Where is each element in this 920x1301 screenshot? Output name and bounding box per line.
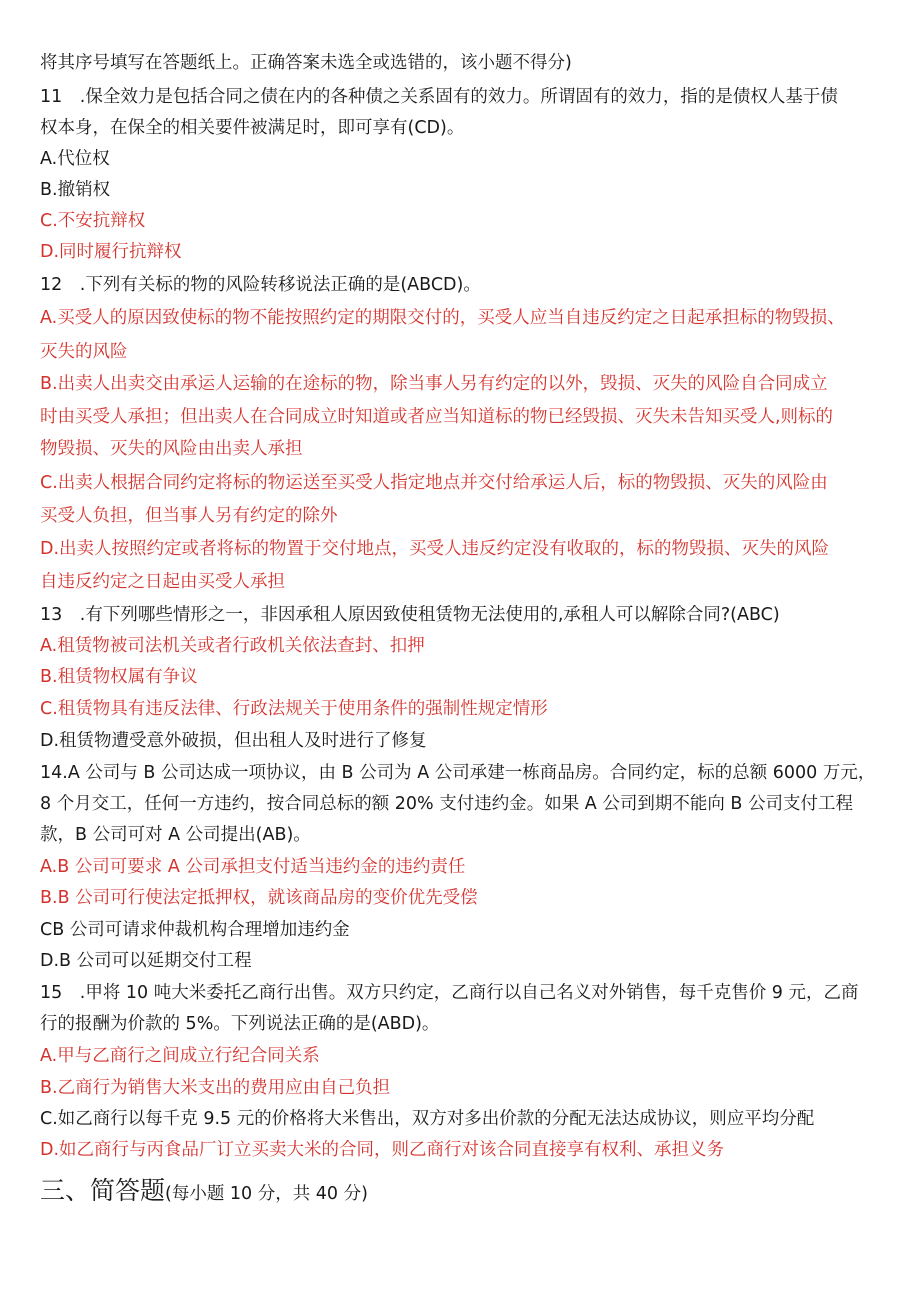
question-12-option-b-cont2: 物毁损、灭失的风险由出卖人承担 xyxy=(40,439,303,459)
question-15-stem: 15 .甲将 10 吨大米委托乙商行出售。双方只约定，乙商行以自己名义对外销售，每千克售价 9 元，乙商 xyxy=(40,983,859,1003)
question-14-stem: 14.A 公司与 B 公司达成一项协议，由 B 公司为 A 公司承建一栋商品房。合同约定，标的总额 6000 万元， xyxy=(40,763,876,783)
question-14-option-c: CB 公司可请求仲裁机构合理增加违约金 xyxy=(40,920,350,940)
question-12-option-b-cont: 时由买受人承担；但出卖人在合同成立时知道或者应当知道标的物已经毁损、灭失未告知买受人,则标的 xyxy=(40,407,834,427)
question-14-stem-cont2: 款，B 公司可对 A 公司提出(AB)。 xyxy=(40,825,311,845)
question-11-stem-cont: 权本身，在保全的相关要件被满足时，即可享有(CD)。 xyxy=(40,118,465,138)
question-12-option-a-cont: 灭失的风险 xyxy=(40,342,128,362)
question-13-option-d: D.租赁物遭受意外破损，但出租人及时进行了修复 xyxy=(40,731,427,751)
question-15-stem-cont: 行的报酬为价款的 5%。下列说法正确的是(ABD)。 xyxy=(40,1014,440,1034)
question-12-option-d: D.出卖人按照约定或者将标的物置于交付地点，买受人违反约定没有收取的，标的物毁损、灭失的风险 xyxy=(40,539,830,559)
question-12-option-b: B.出卖人出卖交由承运人运输的在途标的物，除当事人另有约定的以外，毁损、灭失的风险自合同成立 xyxy=(40,374,828,394)
section-heading xyxy=(40,1176,368,1206)
question-13-stem: 13 .有下列哪些情形之一，非因承租人原因致使租赁物无法使用的,承租人可以解除合同?(ABC) xyxy=(40,605,780,625)
section-title: 三、简答题 xyxy=(40,1176,166,1205)
question-12-option-c: C.出卖人根据合同约定将标的物运送至买受人指定地点并交付给承运人后，标的物毁损、灭失的风险由 xyxy=(40,473,828,493)
question-11-option-b: B.撤销权 xyxy=(40,180,111,200)
question-12-option-a: A.买受人的原因致使标的物不能按照约定的期限交付的，买受人应当自违反约定之日起承担标的物毁损、 xyxy=(40,308,845,328)
question-15-option-a: A.甲与乙商行之间成立行纪合同关系 xyxy=(40,1046,320,1066)
question-12-stem: 12 .下列有关标的物的风险转移说法正确的是(ABCD)。 xyxy=(40,275,481,295)
question-11-stem: 11 .保全效力是包括合同之债在内的各种债之关系固有的效力。所谓固有的效力，指的是债权人基于债 xyxy=(40,87,838,107)
question-14-option-d: D.B 公司可以延期交付工程 xyxy=(40,951,252,971)
question-12-option-c-cont: 买受人负担，但当事人另有约定的除外 xyxy=(40,506,338,526)
question-14-option-a: A.B 公司可要求 A 公司承担支付适当违约金的违约责任 xyxy=(40,857,466,877)
question-14-stem-cont: 8 个月交工，任何一方违约，按合同总标的额 20% 支付违约金。如果 A 公司到期不能向 B 公司支付工程 xyxy=(40,794,853,814)
section-score-note: (每小题 10 分，共 40 分) xyxy=(165,1184,368,1204)
question-15-option-c: C.如乙商行以每千克 9.5 元的价格将大米售出，双方对多出价款的分配无法达成协议，则应平均分配 xyxy=(40,1109,815,1129)
question-13-option-b: B.租赁物权属有争议 xyxy=(40,667,198,687)
question-11-option-a: A.代位权 xyxy=(40,149,110,169)
instruction-line: 将其序号填写在答题纸上。正确答案未选全或选错的，该小题不得分) xyxy=(40,53,572,73)
question-12-option-d-cont: 自违反约定之日起由买受人承担 xyxy=(40,572,285,592)
question-15-option-d: D.如乙商行与丙食品厂订立买卖大米的合同，则乙商行对该合同直接享有权利、承担义务 xyxy=(40,1140,725,1160)
question-14-option-b: B.B 公司可行使法定抵押权，就该商品房的变价优先受偿 xyxy=(40,888,478,908)
question-11-option-c: C.不安抗辩权 xyxy=(40,211,146,231)
question-15-option-b: B.乙商行为销售大米支出的费用应由自己负担 xyxy=(40,1078,391,1098)
question-13-option-c: C.租赁物具有违反法律、行政法规关于使用条件的强制性规定情形 xyxy=(40,699,548,719)
question-11-option-d: D.同时履行抗辩权 xyxy=(40,242,182,262)
question-13-option-a: A.租赁物被司法机关或者行政机关依法查封、扣押 xyxy=(40,636,425,656)
